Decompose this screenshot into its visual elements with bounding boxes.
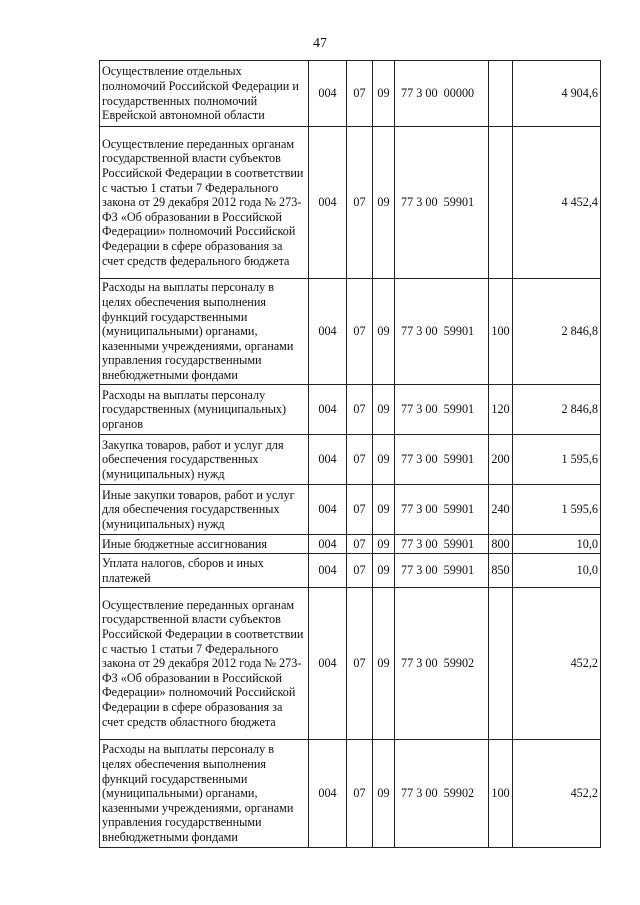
row-amount: 452,2 (513, 740, 601, 848)
row-ved-code: 004 (309, 61, 347, 127)
row-amount: 1 595,6 (513, 435, 601, 485)
row-amount: 10,0 (513, 535, 601, 554)
row-subsection: 09 (373, 127, 395, 279)
table-row (100, 385, 601, 435)
row-subsection: 09 (373, 588, 395, 740)
row-name: Расходы на выплаты персоналу в целях обеспечения выполнения функций государственными (муниципальными) органами, казенными учреждениями, органами управления государственными внебюджетными фондами (100, 279, 309, 385)
row-subsection: 09 (373, 554, 395, 588)
row-target-article: 77 3 00 59901 (395, 554, 489, 588)
row-ved-code: 004 (309, 385, 347, 435)
row-subsection: 09 (373, 740, 395, 848)
page-number: 47 (313, 36, 327, 51)
row-name: Уплата налогов, сборов и иных платежей (100, 554, 309, 588)
table-row (100, 535, 601, 554)
row-amount: 10,0 (513, 554, 601, 588)
row-target-article: 77 3 00 59901 (395, 127, 489, 279)
row-target-article: 77 3 00 00000 (395, 61, 489, 127)
row-expense-type: 120 (489, 385, 513, 435)
table-row (100, 554, 601, 588)
row-amount: 452,2 (513, 588, 601, 740)
table-row (100, 61, 601, 127)
row-name: Осуществление переданных органам государственной власти субъектов Российской Федерации в соответствии с частью 1 статьи 7 Федерального закона от 29 декабря 2012 года № 273-ФЗ «Об образовании в Российской Федерации» полномочий Российской Федерации в сфере образования за счет средств федерального бюджета (100, 127, 309, 279)
row-expense-type (489, 588, 513, 740)
row-name: Иные бюджетные ассигнования (100, 535, 309, 554)
row-section: 07 (347, 385, 373, 435)
row-expense-type: 100 (489, 279, 513, 385)
row-expense-type (489, 127, 513, 279)
row-ved-code: 004 (309, 740, 347, 848)
row-section: 07 (347, 279, 373, 385)
row-subsection: 09 (373, 535, 395, 554)
row-subsection: 09 (373, 485, 395, 535)
row-subsection: 09 (373, 385, 395, 435)
row-name: Иные закупки товаров, работ и услуг для обеспечения государственных (муниципальных) нужд (100, 485, 309, 535)
row-subsection: 09 (373, 279, 395, 385)
row-expense-type: 850 (489, 554, 513, 588)
row-section: 07 (347, 127, 373, 279)
row-expense-type: 100 (489, 740, 513, 848)
row-target-article: 77 3 00 59901 (395, 485, 489, 535)
row-section: 07 (347, 535, 373, 554)
row-expense-type (489, 61, 513, 127)
row-expense-type: 200 (489, 435, 513, 485)
table-row (100, 485, 601, 535)
row-target-article: 77 3 00 59902 (395, 588, 489, 740)
row-amount: 4 904,6 (513, 61, 601, 127)
row-subsection: 09 (373, 435, 395, 485)
row-section: 07 (347, 61, 373, 127)
budget-table (99, 60, 601, 848)
row-name: Закупка товаров, работ и услуг для обеспечения государственных (муниципальных) нужд (100, 435, 309, 485)
row-ved-code: 004 (309, 127, 347, 279)
row-subsection: 09 (373, 61, 395, 127)
row-ved-code: 004 (309, 279, 347, 385)
row-target-article: 77 3 00 59901 (395, 279, 489, 385)
row-ved-code: 004 (309, 535, 347, 554)
row-ved-code: 004 (309, 435, 347, 485)
table-row (100, 435, 601, 485)
row-amount: 2 846,8 (513, 385, 601, 435)
row-expense-type: 240 (489, 485, 513, 535)
row-section: 07 (347, 554, 373, 588)
row-amount: 4 452,4 (513, 127, 601, 279)
row-section: 07 (347, 740, 373, 848)
row-name: Осуществление отдельных полномочий Российской Федерации и государственных полномочий Еврейской автономной области (100, 61, 309, 127)
row-amount: 1 595,6 (513, 485, 601, 535)
row-name: Осуществление переданных органам государственной власти субъектов Российской Федерации в соответствии с частью 1 статьи 7 Федерального закона от 29 декабря 2012 года № 273-ФЗ «Об образовании в Российской Федерации» полномочий Российской Федерации в сфере образования за счет средств областного бюджета (100, 588, 309, 740)
row-target-article: 77 3 00 59901 (395, 435, 489, 485)
row-ved-code: 004 (309, 485, 347, 535)
row-section: 07 (347, 588, 373, 740)
table-row (100, 279, 601, 385)
row-name: Расходы на выплаты персоналу государственных (муниципальных) органов (100, 385, 309, 435)
table-row (100, 588, 601, 740)
table-row (100, 740, 601, 848)
row-ved-code: 004 (309, 588, 347, 740)
row-ved-code: 004 (309, 554, 347, 588)
row-target-article: 77 3 00 59901 (395, 535, 489, 554)
row-section: 07 (347, 485, 373, 535)
table-row (100, 127, 601, 279)
row-target-article: 77 3 00 59902 (395, 740, 489, 848)
row-amount: 2 846,8 (513, 279, 601, 385)
row-target-article: 77 3 00 59901 (395, 385, 489, 435)
row-section: 07 (347, 435, 373, 485)
row-expense-type: 800 (489, 535, 513, 554)
row-name: Расходы на выплаты персоналу в целях обеспечения выполнения функций государственными (муниципальными) органами, казенными учреждениями, органами управления государственными внебюджетными фондами (100, 740, 309, 848)
